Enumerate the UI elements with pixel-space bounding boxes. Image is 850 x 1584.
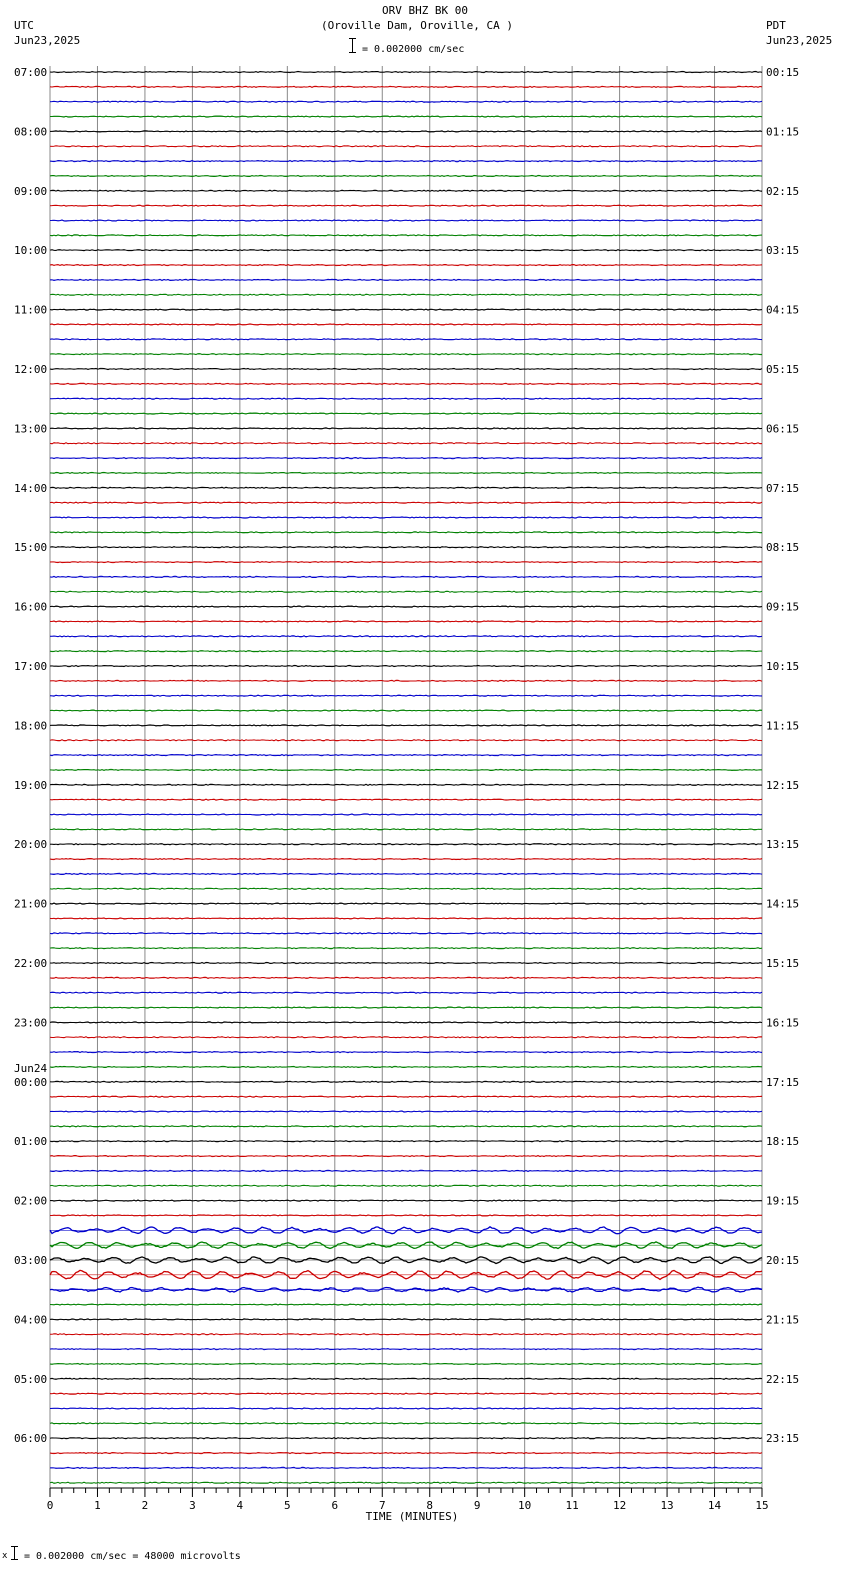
footer-scale-note: = 0.002000 cm/sec = 48000 microvolts — [24, 1551, 241, 1562]
utc-label-14: 21:00 — [14, 897, 48, 911]
utc-label-17: 00:00 — [14, 1075, 48, 1089]
footer-prefix: x — [2, 1551, 8, 1561]
pdt-label-15: 15:15 — [766, 957, 800, 970]
scale-label: = 0.002000 cm/sec — [362, 44, 465, 55]
pdt-label-4: 04:15 — [766, 303, 800, 317]
pdt-label-1: 01:15 — [766, 125, 800, 139]
date-change-label: Jun24 — [14, 1061, 48, 1075]
utc-label-1: 08:00 — [14, 125, 48, 139]
utc-label-19: 02:00 — [14, 1194, 48, 1208]
pdt-label-14: 14:15 — [766, 897, 800, 911]
pdt-label-10: 10:15 — [766, 660, 800, 673]
pdt-label-12: 12:15 — [766, 778, 800, 792]
utc-label-18: 01:00 — [14, 1135, 48, 1149]
pdt-label-6: 06:15 — [766, 422, 800, 436]
utc-label-8: 15:00 — [14, 541, 48, 555]
x-tick-label-11: 11 — [565, 1499, 579, 1512]
x-tick-label-8: 8 — [426, 1499, 434, 1512]
seismic-traces — [50, 71, 762, 1483]
x-tick-label-12: 12 — [612, 1499, 627, 1512]
left-timezone: UTC — [14, 19, 34, 32]
utc-label-6: 13:00 — [14, 422, 48, 436]
right-timezone: PDT — [766, 19, 786, 32]
utc-label-3: 10:00 — [14, 244, 48, 258]
left-date: Jun23,2025 — [14, 34, 81, 47]
utc-label-15: 22:00 — [14, 957, 48, 970]
x-tick-label-6: 6 — [331, 1499, 339, 1512]
pdt-label-23: 23:15 — [766, 1432, 800, 1446]
pdt-label-20: 20:15 — [766, 1254, 800, 1267]
pdt-label-16: 16:15 — [766, 1016, 800, 1030]
pdt-label-21: 21:15 — [766, 1313, 800, 1327]
x-tick-label-10: 10 — [518, 1499, 532, 1512]
pdt-label-2: 02:15 — [766, 184, 800, 198]
plot-title: ORV BHZ BK 00 — [381, 4, 469, 17]
x-axis — [47, 1488, 769, 1523]
utc-label-22: 05:00 — [14, 1372, 48, 1386]
utc-label-5: 12:00 — [14, 363, 48, 376]
x-tick-label-13: 13 — [660, 1499, 674, 1512]
x-tick-label-5: 5 — [284, 1499, 291, 1512]
utc-label-21: 04:00 — [14, 1313, 48, 1327]
x-tick-label-2: 2 — [141, 1499, 149, 1512]
pdt-label-8: 08:15 — [766, 541, 800, 555]
utc-label-4: 11:00 — [14, 303, 48, 317]
pdt-label-0: 00:15 — [766, 66, 800, 79]
utc-hour-labels — [14, 66, 47, 1445]
utc-label-11: 18:00 — [14, 719, 48, 733]
pdt-label-11: 11:15 — [766, 719, 800, 733]
x-tick-label-1: 1 — [94, 1499, 101, 1512]
x-tick-label-14: 14 — [707, 1499, 722, 1512]
pdt-hour-labels — [766, 66, 799, 1445]
pdt-label-18: 18:15 — [766, 1135, 800, 1149]
utc-label-2: 09:00 — [14, 184, 48, 198]
x-tick-label-7: 7 — [378, 1499, 386, 1512]
x-tick-label-4: 4 — [236, 1499, 244, 1512]
pdt-label-13: 13:15 — [766, 838, 800, 852]
plot-subtitle: (Oroville Dam, Oroville, CA ) — [320, 19, 514, 32]
x-axis-label: TIME (MINUTES) — [365, 1510, 459, 1523]
pdt-label-5: 05:15 — [766, 363, 800, 376]
x-tick-label-0: 0 — [46, 1499, 54, 1512]
pdt-label-3: 03:15 — [766, 244, 800, 258]
pdt-label-7: 07:15 — [766, 481, 800, 495]
utc-label-20: 03:00 — [14, 1254, 48, 1267]
utc-label-12: 19:00 — [14, 778, 48, 792]
utc-label-16: 23:00 — [14, 1016, 48, 1030]
right-date: Jun23,2025 — [766, 34, 833, 47]
utc-label-13: 20:00 — [14, 838, 48, 852]
pdt-label-19: 19:15 — [766, 1194, 800, 1208]
pdt-label-17: 17:15 — [766, 1075, 800, 1089]
pdt-label-22: 22:15 — [766, 1372, 800, 1386]
x-tick-label-15: 15 — [755, 1499, 769, 1512]
utc-label-23: 06:00 — [14, 1432, 48, 1446]
footer-scale-bar-icon — [14, 1546, 15, 1560]
x-tick-label-3: 3 — [189, 1499, 196, 1512]
utc-label-10: 17:00 — [14, 660, 48, 673]
pdt-label-9: 09:15 — [766, 600, 800, 614]
x-tick-label-9: 9 — [473, 1499, 481, 1512]
utc-label-9: 16:00 — [14, 600, 48, 614]
utc-label-7: 14:00 — [14, 481, 48, 495]
utc-label-0: 07:00 — [14, 66, 48, 79]
